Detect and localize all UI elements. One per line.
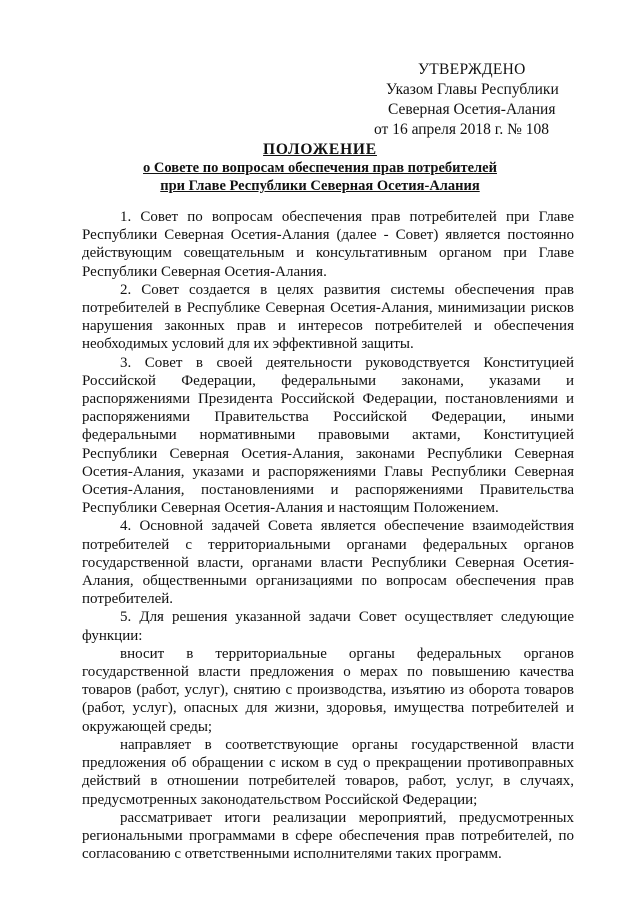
paragraph-5: 5. Для решения указанной задачи Совет осуществляет следующие функции: [82,609,574,644]
approval-stamp [370,60,610,140]
paragraph-1: 1. Совет по вопросам обеспечения прав потребителей при Главе Республики Северная Осетия-Алания (далее - Совет) является постоянно действующим совещательным и консультативным органом при Главе Республики Северная Осетия-Алания. [82,209,574,280]
document-subtitle-line-2: при Главе Республики Северная Осетия-Алания [160,178,480,194]
function-item-3: рассматривает итоги реализации мероприятий, предусмотренных региональными программами в сфере обеспечения прав потребителей, по согласованию с ответственными исполнителями таких программ. [82,809,574,863]
document-heading [60,140,580,195]
document-body [82,208,574,863]
function-item-1: вносит в территориальные органы федеральных органов государственной власти предложения о мерах по повышению качества товаров (работ, услуг), снятию с производства, изъятию из оборота товаров (работ, услуг), опасных для жизни, здоровья, имущества потребителей и окружающей среды; [82,645,574,735]
paragraph-2: 2. Совет создается в целях развития системы обеспечения прав потребителей в Республике Северная Осетия-Алания, минимизации рисков нарушения законных прав и интересов потребителей и обеспечения необходимых условий для их эффективной защиты. [82,281,574,353]
approval-decree: Указом Главы Республики [386,81,559,98]
approval-republic: Северная Осетия-Алания [388,101,556,118]
paragraph-4: 4. Основной задачей Совета является обеспечение взаимодействия потребителей с территориальными органами федеральных органов государственной власти, органами власти Республики Северная Осетия-Алания, общественными организациями по вопросам обеспечения прав потребителей. [82,518,574,608]
document-subtitle-line-1: о Совете по вопросам обеспечения прав потребителей [143,160,497,176]
function-item-2: направляет в соответствующие органы государственной власти предложения об обращении с иском в суд о прекращении противоправных действий в отношении потребителей товаров, работ, услуг, в случаях, предусмотренных законодательством Российской Федерации; [82,736,574,808]
document-title: ПОЛОЖЕНИЕ [263,141,377,158]
approval-date-number: от 16 апреля 2018 г. № 108 [374,121,550,138]
approval-label: УТВЕРЖДЕНО [418,61,526,78]
paragraph-3: 3. Совет в своей деятельности руководствуется Конституцией Российской Федерации, федеральными законами, указами и распоряжениями Президента Российской Федерации, постановлениями и распоряжениями Правительства Российской Федерации, иными федеральными нормативными правовыми актами, Конституцией Республики Северная Осетия-Алания, законами Республики Северная Осетия-Алания, указами и распоряжениями Главы Республики Северная Осетия-Алания, постановлениями и распоряжениями Правительства Республики Северная Осетия-Алания и настоящим Положением. [82,354,574,517]
